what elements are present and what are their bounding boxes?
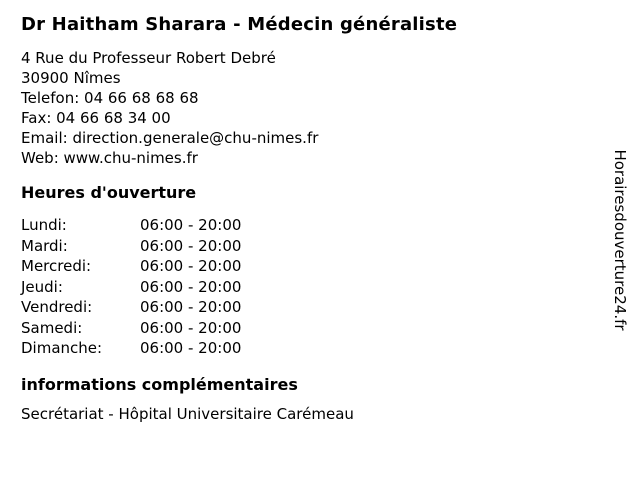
hours-row-saturday (21, 318, 600, 339)
hours-row-monday (21, 215, 600, 236)
web-line: Web: www.chu-nimes.fr (21, 149, 198, 167)
contact-block (21, 48, 600, 168)
listing-content (21, 0, 600, 424)
hours-row-tuesday (21, 236, 600, 257)
hours-row-sunday (21, 338, 600, 359)
hours-row-friday (21, 297, 600, 318)
day-hours: 06:00 - 20:00 (140, 318, 242, 337)
page-title: Dr Haitham Sharara - Médecin généraliste (21, 14, 458, 35)
day-label: Jeudi: (21, 277, 63, 296)
day-label: Lundi: (21, 216, 67, 234)
day-label: Mardi: (21, 236, 68, 255)
site-watermark: Horairesdouverture24.fr (611, 149, 629, 331)
day-hours: 06:00 - 20:00 (140, 298, 242, 316)
email-line: Email: direction.generale@chu-nimes.fr (21, 129, 319, 147)
hours-row-thursday (21, 277, 600, 298)
hours-row-wednesday (21, 256, 600, 277)
day-hours: 06:00 - 20:00 (140, 257, 242, 275)
fax-line: Fax: 04 66 68 34 00 (21, 109, 171, 127)
day-hours: 06:00 - 20:00 (140, 339, 242, 357)
day-label: Vendredi: (21, 298, 93, 316)
additional-info-heading: informations complémentaires (21, 374, 298, 394)
opening-hours-heading: Heures d'ouverture (21, 183, 197, 202)
address-line-1: 4 Rue du Professeur Robert Debré (21, 49, 276, 67)
day-label: Dimanche: (21, 339, 103, 357)
phone-line: Telefon: 04 66 68 68 68 (21, 89, 199, 107)
day-hours: 06:00 - 20:00 (140, 277, 242, 296)
address-line-2: 30900 Nîmes (21, 69, 121, 87)
day-label: Mercredi: (21, 257, 92, 275)
day-hours: 06:00 - 20:00 (140, 236, 242, 255)
day-label: Samedi: (21, 318, 83, 337)
additional-info-text: Secrétariat - Hôpital Universitaire Carémeau (21, 404, 354, 423)
day-hours: 06:00 - 20:00 (140, 216, 242, 234)
opening-hours-table (21, 215, 600, 359)
